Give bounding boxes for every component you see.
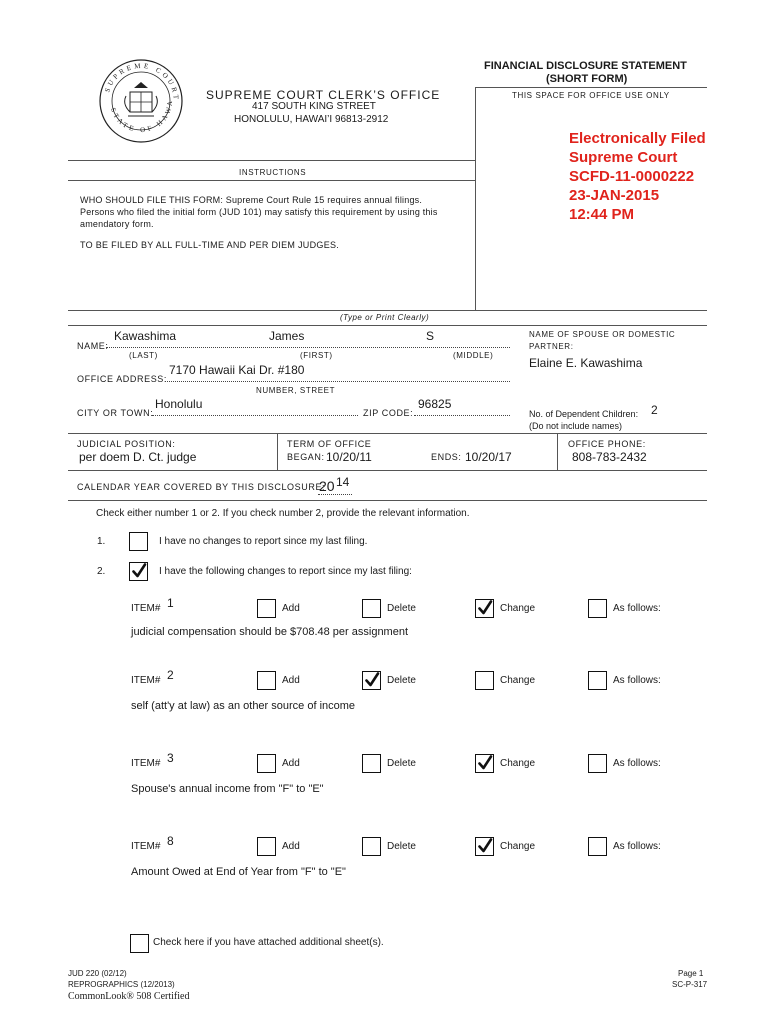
item-add-label: Add: [282, 603, 300, 614]
office-phone-label: OFFICE PHONE:: [568, 439, 646, 449]
stamp-line1: Electronically Filed: [569, 130, 706, 147]
item-as-follows-checkbox[interactable]: [588, 837, 607, 856]
zip-value[interactable]: 96825: [418, 397, 452, 411]
item-add-checkbox[interactable]: [257, 837, 276, 856]
check-instruction: Check either number 1 or 2. If you check number 2, provide the relevant information.: [96, 508, 470, 519]
item-number-value[interactable]: 2: [167, 668, 174, 682]
item-delete-label: Delete: [387, 675, 416, 686]
footer-page: Page 1: [678, 969, 704, 978]
office-address-line1: 417 SOUTH KING STREET: [252, 101, 376, 112]
item-description-value[interactable]: judicial compensation should be $708.48 per assignment: [131, 626, 409, 638]
item-change-label: Change: [500, 841, 536, 852]
item-change-label: Change: [500, 758, 536, 769]
number-street-label: NUMBER, STREET: [256, 386, 336, 395]
option2-number: 2.: [97, 566, 106, 577]
year-label: CALENDAR YEAR COVERED BY THIS DISCLOSURE:: [77, 482, 326, 492]
judicial-position-label: JUDICIAL POSITION:: [77, 439, 176, 449]
item-change-label: Change: [500, 675, 536, 686]
spouse-label-line2: PARTNER:: [529, 342, 574, 351]
item-label: ITEM#: [131, 675, 161, 686]
item-add-checkbox[interactable]: [257, 754, 276, 773]
option1-text: I have no changes to report since my last filing.: [159, 536, 368, 547]
middle-label: (MIDDLE): [453, 351, 494, 360]
item-as-follows-checkbox[interactable]: [588, 599, 607, 618]
spouse-name-value[interactable]: Elaine E. Kawashima: [529, 356, 643, 370]
seal-top-text: SUPREME COURT: [103, 61, 181, 103]
office-address-value[interactable]: 7170 Hawaii Kai Dr. #180: [169, 363, 305, 377]
city-value[interactable]: Honolulu: [155, 397, 203, 411]
item-change-checkbox[interactable]: [475, 837, 494, 856]
svg-text:SUPREME COURT: [103, 62, 180, 103]
item-add-checkbox[interactable]: [257, 599, 276, 618]
item-as-follows-label: As follows:: [613, 758, 661, 769]
item-change-label: Change: [500, 603, 536, 614]
form-title: FINANCIAL DISCLOSURE STATEMENT: [484, 60, 687, 72]
stamp-line5: 12:44 PM: [569, 206, 635, 223]
item-description-value[interactable]: self (att'y at law) as an other source of income: [131, 700, 356, 712]
option2-text: I have the following changes to report since my last filing:: [159, 566, 412, 577]
item-change-checkbox[interactable]: [475, 754, 494, 773]
item-delete-checkbox[interactable]: [362, 671, 381, 690]
dependents-label: No. of Dependent Children:: [529, 409, 639, 419]
instructions-line2: Persons who filed the initial form (JUD 101) may satisfy this requirement by using this: [80, 207, 438, 217]
footer-code: SC-P-317: [672, 980, 708, 989]
zip-label: ZIP CODE:: [363, 408, 414, 418]
footer-form-number: JUD 220 (02/12): [68, 969, 127, 978]
instructions-heading: INSTRUCTIONS: [239, 168, 307, 177]
item-number-value[interactable]: 3: [167, 751, 174, 765]
item-number-value[interactable]: 8: [167, 834, 174, 848]
option1-number: 1.: [97, 536, 106, 547]
city-label: CITY OR TOWN:: [77, 408, 154, 418]
name-label: NAME:: [77, 341, 109, 351]
office-phone-value[interactable]: 808-783-2432: [572, 450, 647, 464]
dependents-note: (Do not include names): [529, 421, 623, 431]
item-label: ITEM#: [131, 758, 161, 769]
filing-stamp: [569, 129, 769, 224]
ends-label: ENDS:: [431, 452, 462, 462]
stamp-line2: Supreme Court: [569, 149, 678, 166]
first-label: (FIRST): [300, 351, 333, 360]
spouse-label: [529, 329, 675, 353]
office-use-label: THIS SPACE FOR OFFICE USE ONLY: [512, 91, 670, 100]
court-seal: [98, 58, 184, 144]
dependents-value[interactable]: 2: [651, 403, 658, 417]
office-address-line2: HONOLULU, HAWAI’I 96813-2912: [234, 114, 389, 125]
item-as-follows-label: As follows:: [613, 603, 661, 614]
instructions-line3: amendatory form.: [80, 219, 154, 229]
first-name-value[interactable]: James: [269, 329, 305, 343]
item-add-label: Add: [282, 675, 300, 686]
item-description-value[interactable]: Spouse's annual income from "F" to "E": [131, 783, 324, 795]
item-description-value[interactable]: Amount Owed at End of Year from "F" to "E": [131, 866, 346, 878]
footer-commonlook: CommonLook® 508 Certified: [68, 991, 190, 1002]
year-suffix-value[interactable]: 14: [336, 475, 350, 489]
year-prefix: 20: [319, 478, 335, 494]
item-change-checkbox[interactable]: [475, 599, 494, 618]
judicial-position-value[interactable]: per doem D. Ct. judge: [79, 450, 197, 464]
item-add-label: Add: [282, 758, 300, 769]
item-number-value[interactable]: 1: [167, 596, 174, 610]
item-delete-label: Delete: [387, 841, 416, 852]
type-print-note: (Type or Print Clearly): [340, 313, 430, 322]
seal-bottom-text: STATE OF HAWA: [108, 97, 175, 135]
spouse-label-line1: NAME OF SPOUSE OR DOMESTIC: [529, 330, 676, 339]
item-as-follows-checkbox[interactable]: [588, 671, 607, 690]
item-delete-checkbox[interactable]: [362, 754, 381, 773]
option2-checkbox[interactable]: [129, 562, 148, 581]
last-name-value[interactable]: Kawashima: [114, 329, 177, 343]
item-delete-label: Delete: [387, 603, 416, 614]
ends-value[interactable]: 10/20/17: [465, 450, 512, 464]
stamp-line3: SCFD-11-0000222: [569, 168, 695, 185]
instructions-para1: [80, 194, 438, 230]
item-as-follows-checkbox[interactable]: [588, 754, 607, 773]
attached-sheets-text: Check here if you have attached additional sheet(s).: [153, 937, 384, 948]
began-label: BEGAN:: [287, 452, 325, 462]
item-add-checkbox[interactable]: [257, 671, 276, 690]
footer-reprographics: REPROGRAPHICS (12/2013): [68, 980, 175, 989]
office-name: SUPREME COURT CLERK’S OFFICE: [206, 88, 441, 102]
office-address-label: OFFICE ADDRESS:: [77, 374, 168, 384]
term-label: TERM OF OFFICE: [287, 439, 372, 449]
item-delete-label: Delete: [387, 758, 416, 769]
middle-name-value[interactable]: S: [426, 329, 435, 343]
attached-sheets-checkbox[interactable]: [130, 934, 149, 953]
last-label: (LAST): [129, 351, 158, 360]
item-as-follows-label: As follows:: [613, 675, 661, 686]
item-as-follows-label: As follows:: [613, 841, 661, 852]
item-label: ITEM#: [131, 841, 161, 852]
item-delete-checkbox[interactable]: [362, 837, 381, 856]
form-subtitle: (SHORT FORM): [546, 73, 628, 85]
item-add-label: Add: [282, 841, 300, 852]
item-label: ITEM#: [131, 603, 161, 614]
item-delete-checkbox[interactable]: [362, 599, 381, 618]
instructions-para2: TO BE FILED BY ALL FULL-TIME AND PER DIEM JUDGES.: [80, 240, 340, 250]
instructions-line1: WHO SHOULD FILE THIS FORM: Supreme Court Rule 15 requires annual filings.: [80, 195, 423, 205]
option1-checkbox[interactable]: [129, 532, 148, 551]
began-value[interactable]: 10/20/11: [326, 450, 372, 464]
stamp-line4: 23-JAN-2015: [569, 187, 660, 204]
item-change-checkbox[interactable]: [475, 671, 494, 690]
